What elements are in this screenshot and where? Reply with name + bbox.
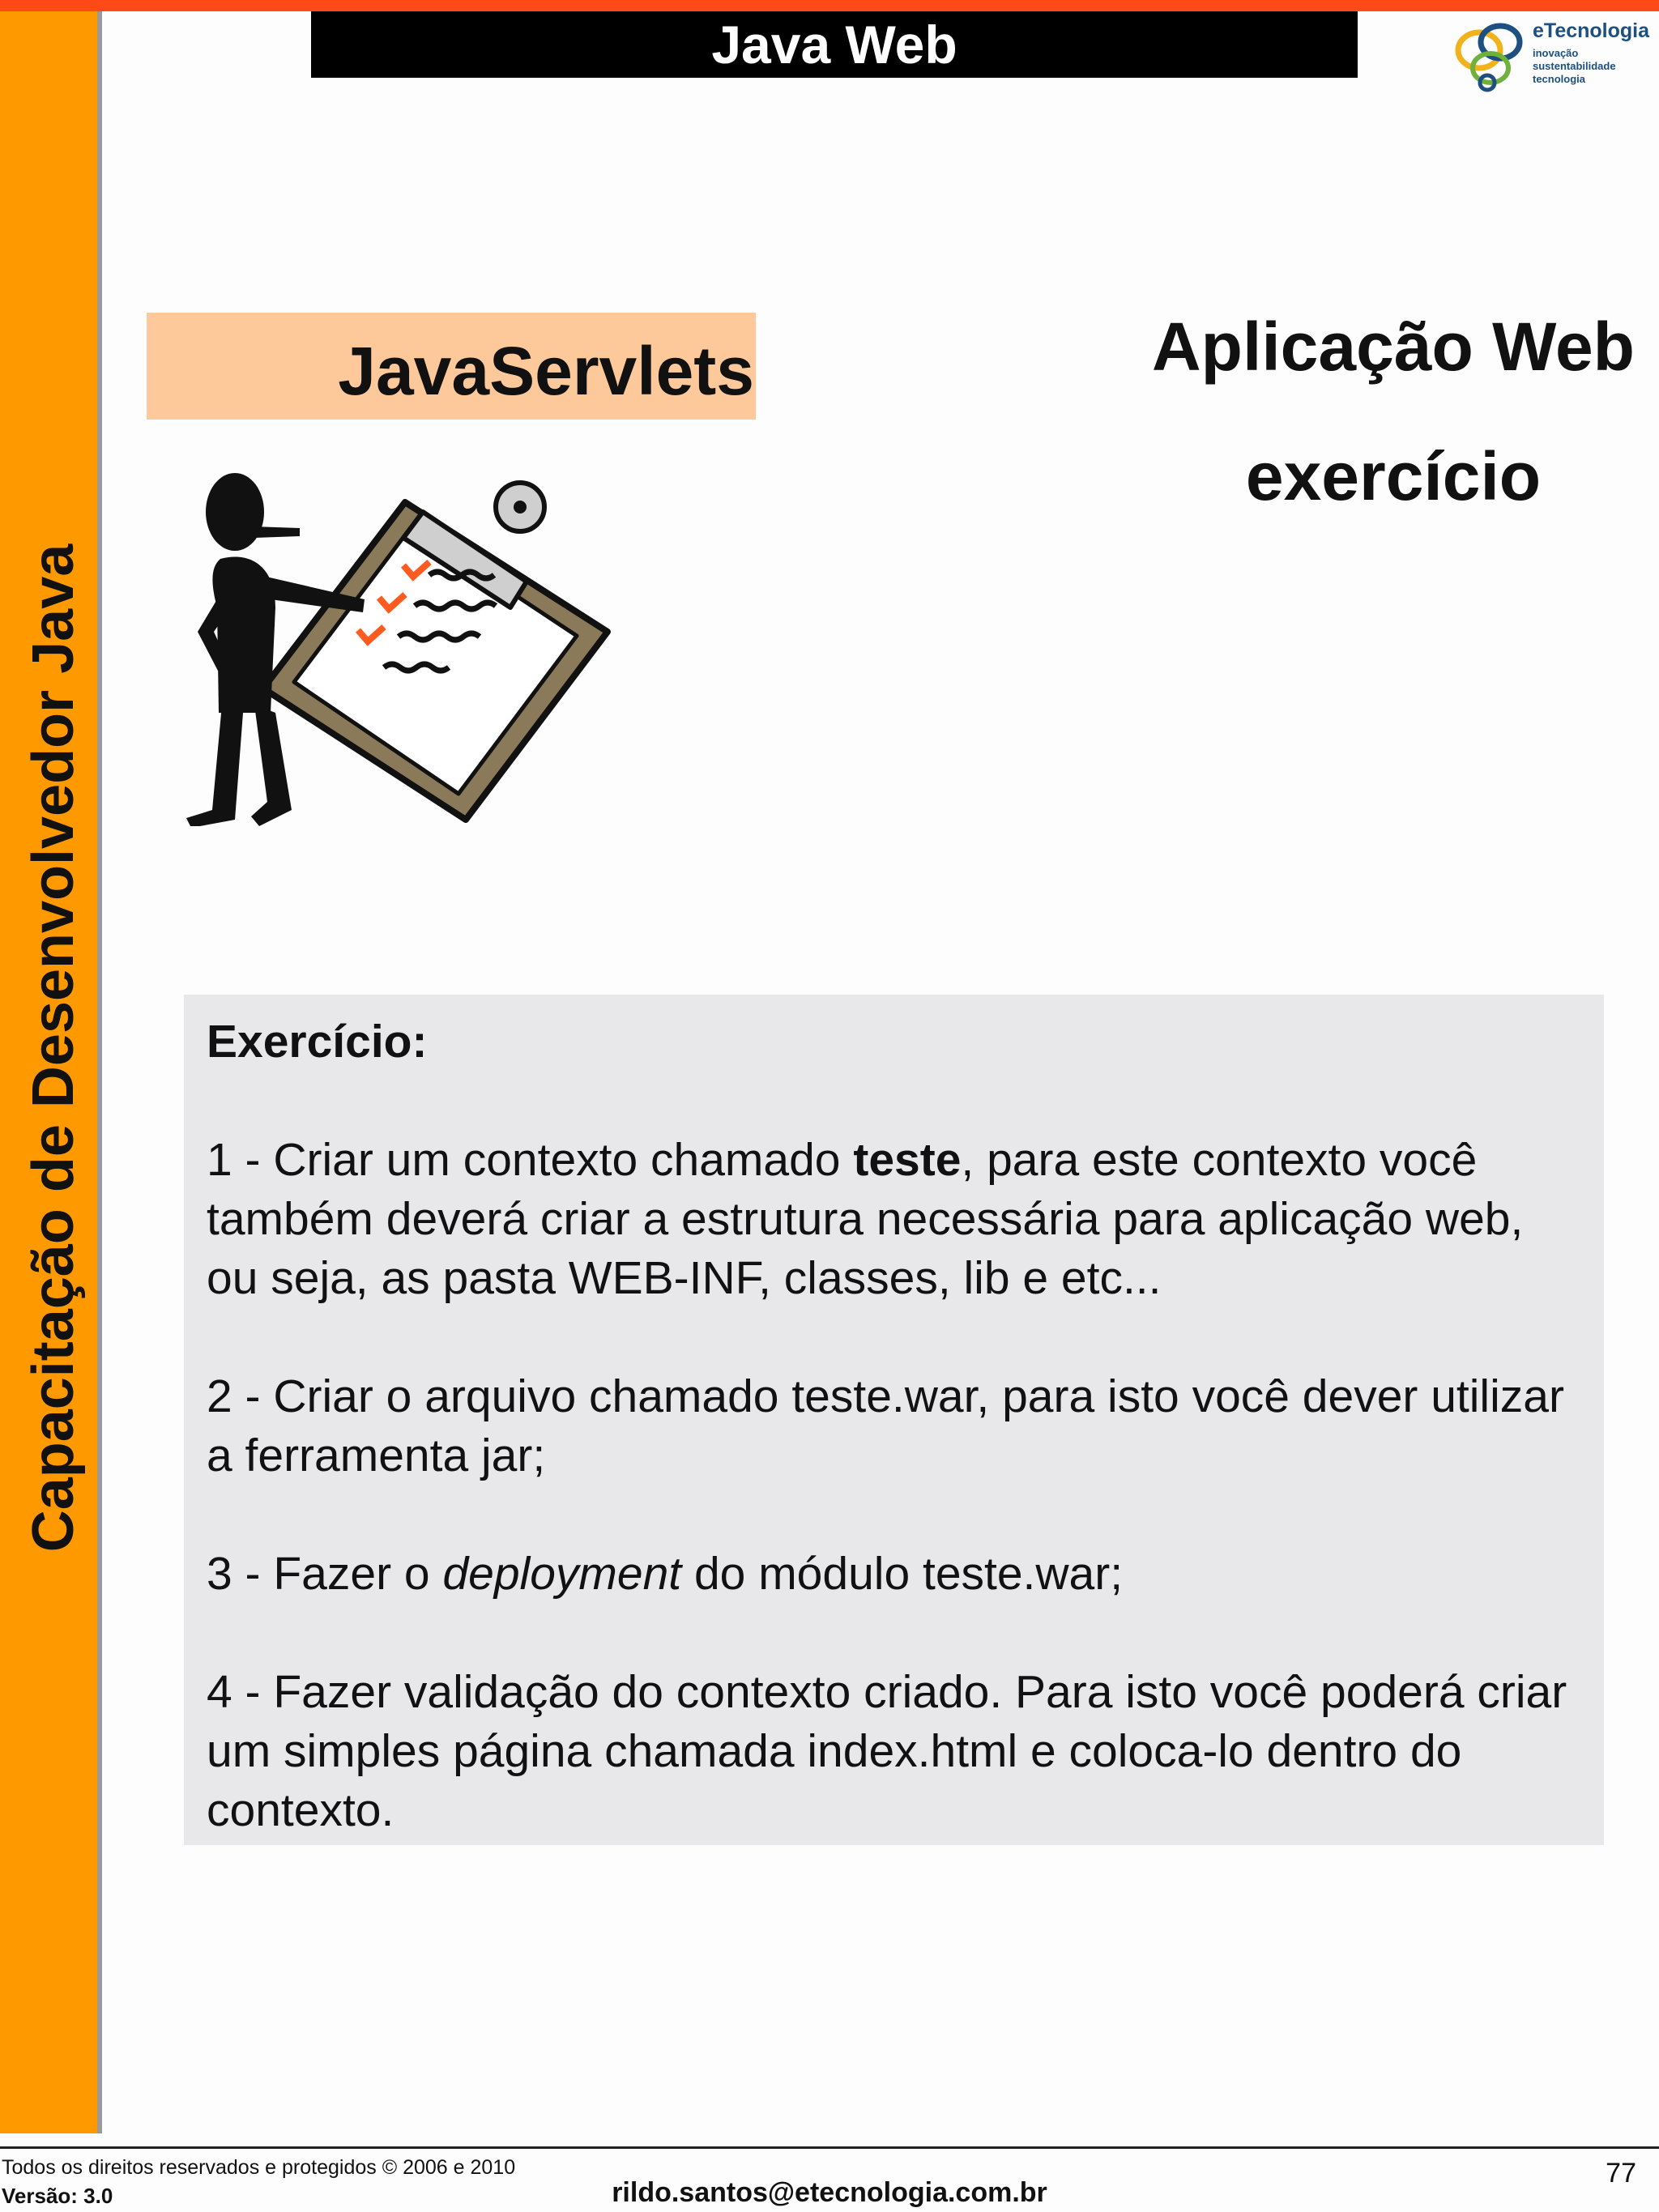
logo-tagline-3: tecnologia [1533, 73, 1586, 85]
footer-rights: Todos os direitos reservados e protegidos © 2006 e 2010 [2, 2156, 516, 2179]
checklist-figure-illustration [186, 470, 624, 826]
header-bar [311, 11, 1358, 78]
exercise-item-1-before: 1 - Criar um contexto chamado [207, 1134, 854, 1186]
section-title-box [147, 313, 756, 420]
logo-rings-icon [1450, 18, 1531, 96]
exercise-item-4: 4 - Fazer validação do contexto criado. Para isto você poderá criar um simples página chamada index.html e coloca-lo dentro do contexto. [207, 1666, 1567, 1836]
exercise-item-1 [207, 1131, 1584, 1308]
logo-tagline-1: inovação [1533, 47, 1579, 59]
exercise-content [207, 1012, 1584, 1899]
top-accent-stripe [0, 0, 1659, 11]
exercise-item-1-after: , para este contexto você também deverá criar a estrutura necessária para aplicação web, ou seja, as pasta WEB-INF, classes, lib e etc... [207, 1134, 1524, 1304]
exercise-box [184, 995, 1604, 1845]
clipboard-icon [263, 483, 608, 820]
sidebar-label: Capacitação de Desenvolvedor Java [21, 543, 86, 1553]
header-title: Java Web [711, 15, 957, 75]
exercise-item-1-bold: teste [853, 1134, 962, 1186]
footer-email: rildo.santos@etecnologia.com.br [612, 2177, 1047, 2208]
slide-heading-line-1: Aplicação Web [1152, 309, 1635, 385]
footer-divider [0, 2146, 1659, 2149]
logo-tagline-2: sustentabilidade [1533, 60, 1616, 72]
exercise-item-3-before: 3 - Fazer o [207, 1548, 443, 1600]
footer-version: Versão: 3.0 [2, 2184, 113, 2208]
exercise-heading: Exercício: [207, 1016, 428, 1068]
slide-heading-line-2: exercício [1245, 438, 1542, 514]
section-title: JavaServlets [338, 333, 754, 409]
logo-name: eTecnologia [1533, 19, 1650, 42]
exercise-item-3-italic: deployment [442, 1548, 682, 1600]
exercise-item-3-after: do módulo teste.war; [681, 1548, 1124, 1600]
page-number: 77 [1606, 2158, 1636, 2189]
etecnologia-logo [1450, 18, 1657, 96]
exercise-item-3 [207, 1545, 1584, 1604]
sidebar [0, 11, 102, 2133]
exercise-item-2: 2 - Criar o arquivo chamado teste.war, para isto você dever utilizar a ferramenta jar; [207, 1370, 1564, 1481]
